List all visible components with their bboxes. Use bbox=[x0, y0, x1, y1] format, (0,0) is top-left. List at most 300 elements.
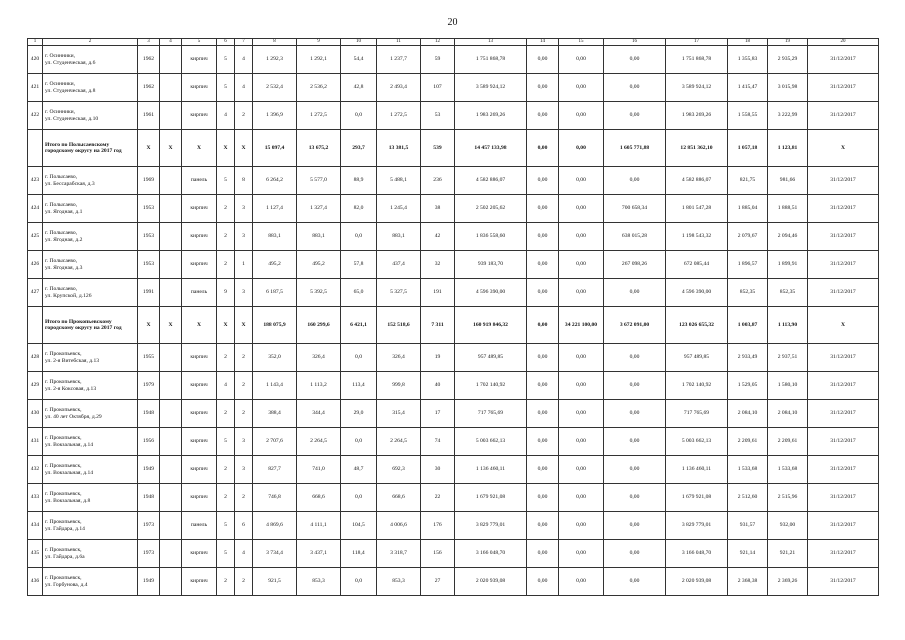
table-cell: 5 392,5 bbox=[297, 279, 341, 307]
table-cell: 0,00 bbox=[604, 344, 666, 372]
table-cell: 0,00 bbox=[527, 568, 559, 596]
table-cell: 31/12/2017 bbox=[808, 428, 879, 456]
table-cell: 0,00 bbox=[559, 130, 604, 167]
table-cell: 2 020 939,08 bbox=[666, 568, 728, 596]
table-cell: 1 751 868,78 bbox=[666, 46, 728, 74]
table-cell: X bbox=[138, 130, 160, 167]
table-cell: 1 123,81 bbox=[768, 130, 808, 167]
table-cell: 432 bbox=[28, 456, 43, 484]
table-cell: кирпич bbox=[182, 484, 217, 512]
table-cell: 939 183,70 bbox=[455, 251, 527, 279]
table-cell: 5 577,0 bbox=[297, 167, 341, 195]
table-cell: 717 765,69 bbox=[455, 400, 527, 428]
table-cell: 3 bbox=[235, 223, 253, 251]
table-cell: 31/12/2017 bbox=[808, 540, 879, 568]
table-cell bbox=[160, 279, 182, 307]
table-cell: 5 bbox=[217, 167, 235, 195]
table-cell: 4 bbox=[235, 46, 253, 74]
table-cell bbox=[160, 74, 182, 102]
table-row bbox=[28, 484, 879, 512]
table-cell: 5 bbox=[217, 46, 235, 74]
table-cell: 746,8 bbox=[253, 484, 297, 512]
table-cell: 1 836 558,60 bbox=[455, 223, 527, 251]
table-cell: 293,7 bbox=[341, 130, 377, 167]
table-cell: 7 311 bbox=[421, 307, 455, 344]
table-cell: 3 bbox=[235, 456, 253, 484]
table-cell: 5 488,1 bbox=[377, 167, 421, 195]
table-cell: 5 bbox=[217, 74, 235, 102]
table-cell: 267 098,26 bbox=[604, 251, 666, 279]
table-row bbox=[28, 195, 879, 223]
table-cell: 422 bbox=[28, 102, 43, 130]
table-cell: 160 919 846,32 bbox=[455, 307, 527, 344]
table-cell: 57,8 bbox=[341, 251, 377, 279]
table-row bbox=[28, 400, 879, 428]
table-cell: 176 bbox=[421, 512, 455, 540]
table-cell: 1961 bbox=[138, 102, 160, 130]
table-cell: 1 198 543,32 bbox=[666, 223, 728, 251]
table-cell: 6 421,1 bbox=[341, 307, 377, 344]
table-cell: 32 bbox=[421, 251, 455, 279]
table-cell: 4 582 886,07 bbox=[666, 167, 728, 195]
table-cell: 4 596 390,00 bbox=[455, 279, 527, 307]
table-row bbox=[28, 251, 879, 279]
table-cell: панель bbox=[182, 167, 217, 195]
table-cell: кирпич bbox=[182, 344, 217, 372]
table-cell bbox=[160, 568, 182, 596]
table-cell: 3 015,98 bbox=[768, 74, 808, 102]
table-cell: 2 bbox=[235, 102, 253, 130]
table-cell: 1 292,3 bbox=[253, 46, 297, 74]
table-cell bbox=[160, 428, 182, 456]
table-cell: 1 558,55 bbox=[728, 102, 768, 130]
table-cell: 3 bbox=[235, 279, 253, 307]
table-cell: 0,00 bbox=[604, 46, 666, 74]
table-cell: 2 264,5 bbox=[297, 428, 341, 456]
table-cell: 1991 bbox=[138, 279, 160, 307]
table-cell: 13 381,5 bbox=[377, 130, 421, 167]
table-cell: 0,00 bbox=[559, 251, 604, 279]
table-row bbox=[28, 102, 879, 130]
table-cell: 5 003 662,13 bbox=[666, 428, 728, 456]
table-cell: 1953 bbox=[138, 195, 160, 223]
table-cell: 3 829 779,01 bbox=[666, 512, 728, 540]
column-number: 6 bbox=[217, 39, 235, 46]
table-cell: 0,00 bbox=[527, 540, 559, 568]
table-cell: 2 084,10 bbox=[768, 400, 808, 428]
table-cell: 0,00 bbox=[559, 46, 604, 74]
table-cell: 1956 bbox=[138, 428, 160, 456]
table-cell: 0,00 bbox=[559, 400, 604, 428]
subtotal-row bbox=[28, 307, 879, 344]
table-cell: 1 529,05 bbox=[728, 372, 768, 400]
table-cell: 0,00 bbox=[604, 456, 666, 484]
column-number: 17 bbox=[666, 39, 728, 46]
table-cell: 31/12/2017 bbox=[808, 344, 879, 372]
table-cell bbox=[160, 344, 182, 372]
table-cell: 1 272,5 bbox=[377, 102, 421, 130]
table-cell: кирпич bbox=[182, 540, 217, 568]
column-number: 11 bbox=[377, 39, 421, 46]
table-cell: X bbox=[182, 307, 217, 344]
table-cell: 1 533,68 bbox=[768, 456, 808, 484]
table-cell: 1 396,9 bbox=[253, 102, 297, 130]
table-cell: 1 143,4 bbox=[253, 372, 297, 400]
table-cell: 0,00 bbox=[527, 74, 559, 102]
table-cell: 0,00 bbox=[559, 428, 604, 456]
table-cell: г. Прокопьевск, ул. 2-я Коксовая, д.13 bbox=[43, 372, 138, 400]
table-cell: 883,1 bbox=[253, 223, 297, 251]
table-cell: 0,00 bbox=[604, 400, 666, 428]
table-row bbox=[28, 344, 879, 372]
table-cell: 315,4 bbox=[377, 400, 421, 428]
table-cell: 921,21 bbox=[768, 540, 808, 568]
table-cell: 3 166 048,70 bbox=[666, 540, 728, 568]
table-cell: 27 bbox=[421, 568, 455, 596]
table-cell: 1 885,04 bbox=[728, 195, 768, 223]
table-cell: 692,3 bbox=[377, 456, 421, 484]
table-cell: 0,00 bbox=[527, 484, 559, 512]
table-cell: 1 136 460,11 bbox=[455, 456, 527, 484]
table-cell: 352,0 bbox=[253, 344, 297, 372]
table-cell: 12 851 362,10 bbox=[666, 130, 728, 167]
table-cell: 118,4 bbox=[341, 540, 377, 568]
table-cell: 160 299,6 bbox=[297, 307, 341, 344]
column-number: 1 bbox=[28, 39, 43, 46]
table-cell: X bbox=[235, 307, 253, 344]
column-number: 10 bbox=[341, 39, 377, 46]
table-cell: 2 bbox=[217, 568, 235, 596]
table-cell: 0,00 bbox=[604, 167, 666, 195]
table-cell: 1 580,10 bbox=[768, 372, 808, 400]
table-cell: 4 bbox=[217, 102, 235, 130]
table-cell: 1962 bbox=[138, 46, 160, 74]
table-cell: 0,00 bbox=[527, 130, 559, 167]
table-cell: кирпич bbox=[182, 102, 217, 130]
table-cell: панель bbox=[182, 512, 217, 540]
table-cell: 0,00 bbox=[527, 251, 559, 279]
table-cell: 152 518,6 bbox=[377, 307, 421, 344]
table-cell: 2 536,2 bbox=[297, 74, 341, 102]
table-cell: 0,00 bbox=[527, 512, 559, 540]
table-cell: 435 bbox=[28, 540, 43, 568]
column-number: 19 bbox=[768, 39, 808, 46]
table-cell: 13 675,2 bbox=[297, 130, 341, 167]
table-cell: 0,00 bbox=[604, 512, 666, 540]
table-cell: 0,0 bbox=[341, 428, 377, 456]
table-cell: 428 bbox=[28, 344, 43, 372]
table-cell: 2 369,26 bbox=[768, 568, 808, 596]
table-row bbox=[28, 372, 879, 400]
table-cell: X bbox=[808, 130, 879, 167]
column-number: 5 bbox=[182, 39, 217, 46]
table-cell bbox=[160, 195, 182, 223]
table-cell: 59 bbox=[421, 46, 455, 74]
table-cell: 700 658,34 bbox=[604, 195, 666, 223]
table-cell: 31/12/2017 bbox=[808, 195, 879, 223]
table-cell: 1955 bbox=[138, 344, 160, 372]
table-cell: 0,00 bbox=[604, 279, 666, 307]
table-cell: X bbox=[808, 307, 879, 344]
table-cell: 2 bbox=[235, 400, 253, 428]
table-cell: 48,7 bbox=[341, 456, 377, 484]
column-number: 15 bbox=[559, 39, 604, 46]
table-cell: 31/12/2017 bbox=[808, 223, 879, 251]
table-cell: 3 829 779,01 bbox=[455, 512, 527, 540]
table-cell: 1 bbox=[235, 251, 253, 279]
table-cell: X bbox=[217, 130, 235, 167]
table-cell: 29,0 bbox=[341, 400, 377, 428]
table-cell: 1973 bbox=[138, 540, 160, 568]
table-cell: 0,00 bbox=[559, 512, 604, 540]
table-row bbox=[28, 456, 879, 484]
table-cell: 2 935,29 bbox=[768, 46, 808, 74]
table-cell: 3 bbox=[235, 195, 253, 223]
table-cell: 883,1 bbox=[297, 223, 341, 251]
table-cell: 437,4 bbox=[377, 251, 421, 279]
table-cell: 2 084,10 bbox=[728, 400, 768, 428]
table-cell: X bbox=[138, 307, 160, 344]
table-cell: 6 264,2 bbox=[253, 167, 297, 195]
table-cell: 1 327,4 bbox=[297, 195, 341, 223]
column-number: 2 bbox=[43, 39, 138, 46]
table-cell: 425 bbox=[28, 223, 43, 251]
table-cell bbox=[160, 512, 182, 540]
table-cell: 2 bbox=[235, 484, 253, 512]
table-cell: 495,2 bbox=[297, 251, 341, 279]
table-cell: 188 075,9 bbox=[253, 307, 297, 344]
table-cell: 0,00 bbox=[527, 372, 559, 400]
table-cell: 0,00 bbox=[604, 102, 666, 130]
table-cell: 1973 bbox=[138, 512, 160, 540]
table-cell: 17 bbox=[421, 400, 455, 428]
table-cell: 852,35 bbox=[768, 279, 808, 307]
table-cell: 0,00 bbox=[559, 568, 604, 596]
table-cell: 15 097,4 bbox=[253, 130, 297, 167]
table-cell: X bbox=[217, 307, 235, 344]
table-cell: 2 515,96 bbox=[768, 484, 808, 512]
table-cell: 0,00 bbox=[559, 167, 604, 195]
table-cell: X bbox=[182, 130, 217, 167]
table-cell: 5 bbox=[217, 428, 235, 456]
table-cell: 0,00 bbox=[527, 307, 559, 344]
table-cell: X bbox=[160, 307, 182, 344]
table-cell: 957 489,85 bbox=[455, 344, 527, 372]
table-cell: Итого по Полысаевскому городскому округу на 2017 год bbox=[43, 130, 138, 167]
table-row bbox=[28, 279, 879, 307]
table-cell: 0,00 bbox=[527, 428, 559, 456]
table-cell: 668,6 bbox=[297, 484, 341, 512]
table-cell: 54,4 bbox=[341, 46, 377, 74]
column-number-row bbox=[28, 39, 879, 46]
table-cell: кирпич bbox=[182, 428, 217, 456]
table-cell: 2 bbox=[235, 372, 253, 400]
table-cell: г. Прокопьевск, ул. Вокзальная, д.8 bbox=[43, 484, 138, 512]
table-cell: г. Прокопьевск, ул. Вокзальная, д.14 bbox=[43, 428, 138, 456]
table-cell: 921,5 bbox=[253, 568, 297, 596]
table-cell: 430 bbox=[28, 400, 43, 428]
table-cell: 0,0 bbox=[341, 344, 377, 372]
table-cell: 2 bbox=[217, 456, 235, 484]
table-cell: 1 899,91 bbox=[768, 251, 808, 279]
table-cell: г. Прокопьевск, ул. Вокзальная, д.14 bbox=[43, 456, 138, 484]
table-cell: 853,3 bbox=[377, 568, 421, 596]
table-cell: 31/12/2017 bbox=[808, 167, 879, 195]
table-cell: 31/12/2017 bbox=[808, 279, 879, 307]
table-cell: 22 bbox=[421, 484, 455, 512]
table-cell: кирпич bbox=[182, 46, 217, 74]
table-cell: 436 bbox=[28, 568, 43, 596]
table-cell: 326,4 bbox=[297, 344, 341, 372]
table-cell: 3 222,99 bbox=[768, 102, 808, 130]
table-cell: 4 bbox=[235, 74, 253, 102]
table-row bbox=[28, 46, 879, 74]
table-cell: 4 bbox=[235, 540, 253, 568]
table-row bbox=[28, 428, 879, 456]
table-cell: 0,00 bbox=[559, 540, 604, 568]
table-cell: 31/12/2017 bbox=[808, 400, 879, 428]
table-cell: 429 bbox=[28, 372, 43, 400]
table-cell: 853,3 bbox=[297, 568, 341, 596]
table-cell: 1 136 460,11 bbox=[666, 456, 728, 484]
table-cell: 4 596 390,00 bbox=[666, 279, 728, 307]
table-cell: 1948 bbox=[138, 400, 160, 428]
table-cell: 156 bbox=[421, 540, 455, 568]
table-cell: 1 983 269,26 bbox=[455, 102, 527, 130]
table-cell: 1 983 269,26 bbox=[666, 102, 728, 130]
table-row bbox=[28, 540, 879, 568]
table-cell: 0,00 bbox=[559, 102, 604, 130]
table-cell: 2 264,5 bbox=[377, 428, 421, 456]
table-cell: 421 bbox=[28, 74, 43, 102]
table-cell: 0,00 bbox=[604, 372, 666, 400]
table-cell: г. Полысаево, ул. Ягодная, д.1 bbox=[43, 195, 138, 223]
table-cell: 53 bbox=[421, 102, 455, 130]
table-cell: 107 bbox=[421, 74, 455, 102]
table-cell: 4 869,6 bbox=[253, 512, 297, 540]
table-cell: 3 589 924,12 bbox=[666, 74, 728, 102]
table-cell: 827,7 bbox=[253, 456, 297, 484]
table-cell: г. Полысаево, ул. Ягодная, д.2 bbox=[43, 223, 138, 251]
table-cell: 1 272,5 bbox=[297, 102, 341, 130]
table-cell: X bbox=[160, 130, 182, 167]
table-cell: кирпич bbox=[182, 372, 217, 400]
table-cell: 14 457 133,98 bbox=[455, 130, 527, 167]
table-cell: 2 502 205,62 bbox=[455, 195, 527, 223]
table-cell: 2 bbox=[217, 251, 235, 279]
table-cell: 3 672 091,00 bbox=[604, 307, 666, 344]
table-cell: 0,00 bbox=[604, 568, 666, 596]
table-cell: 388,4 bbox=[253, 400, 297, 428]
table-cell: 3 734,4 bbox=[253, 540, 297, 568]
table-cell: 31/12/2017 bbox=[808, 568, 879, 596]
table-cell: 4 582 886,07 bbox=[455, 167, 527, 195]
table-cell: 0,00 bbox=[527, 400, 559, 428]
table-cell: 31/12/2017 bbox=[808, 512, 879, 540]
table-cell: кирпич bbox=[182, 456, 217, 484]
table-cell bbox=[160, 46, 182, 74]
table-row bbox=[28, 167, 879, 195]
table-cell: г. Полысаево, ул. Бессарабская, д.3 bbox=[43, 167, 138, 195]
table-cell: 2 079,67 bbox=[728, 223, 768, 251]
table-cell: 42 bbox=[421, 223, 455, 251]
table-cell: 717 765,69 bbox=[666, 400, 728, 428]
column-number: 13 bbox=[455, 39, 527, 46]
table-cell: 104,5 bbox=[341, 512, 377, 540]
table-cell: 2 094,46 bbox=[768, 223, 808, 251]
table-cell bbox=[160, 540, 182, 568]
table-cell: кирпич bbox=[182, 195, 217, 223]
table-cell: кирпич bbox=[182, 74, 217, 102]
table-cell: кирпич bbox=[182, 400, 217, 428]
table-cell: 1962 bbox=[138, 74, 160, 102]
table-cell: 2 532,4 bbox=[253, 74, 297, 102]
table-cell: 0,00 bbox=[604, 74, 666, 102]
table-cell: 5 003 662,13 bbox=[455, 428, 527, 456]
table-cell: 2 bbox=[217, 484, 235, 512]
table-cell bbox=[160, 484, 182, 512]
table-cell: 0,00 bbox=[527, 195, 559, 223]
table-cell: 38 bbox=[421, 195, 455, 223]
table-cell: 82,0 bbox=[341, 195, 377, 223]
table-cell: 30 bbox=[421, 456, 455, 484]
table-cell: 0,00 bbox=[559, 344, 604, 372]
table-cell: 0,00 bbox=[559, 74, 604, 102]
table-cell: 932,00 bbox=[768, 512, 808, 540]
table-cell: 3 318,7 bbox=[377, 540, 421, 568]
table-cell: 0,00 bbox=[559, 195, 604, 223]
housing-repair-table bbox=[27, 38, 879, 596]
table-cell: 423 bbox=[28, 167, 43, 195]
table-cell: 931,57 bbox=[728, 512, 768, 540]
table-cell: 1953 bbox=[138, 223, 160, 251]
table-cell: 539 bbox=[421, 130, 455, 167]
table-cell: 4 006,6 bbox=[377, 512, 421, 540]
table-cell: 3 437,1 bbox=[297, 540, 341, 568]
table-cell: 0,00 bbox=[559, 223, 604, 251]
page-number: 20 bbox=[447, 17, 458, 28]
table-cell: 1 702 140,92 bbox=[455, 372, 527, 400]
table-cell: 883,1 bbox=[377, 223, 421, 251]
table-cell: 9 bbox=[217, 279, 235, 307]
table-cell: 0,0 bbox=[341, 102, 377, 130]
table-cell: кирпич bbox=[182, 568, 217, 596]
table-cell: 2 209,61 bbox=[728, 428, 768, 456]
table-cell bbox=[160, 400, 182, 428]
table-cell: 1 057,18 bbox=[728, 130, 768, 167]
table-cell: 431 bbox=[28, 428, 43, 456]
table-cell: 5 327,5 bbox=[377, 279, 421, 307]
table-cell: 1 751 868,78 bbox=[455, 46, 527, 74]
table-cell: 65,0 bbox=[341, 279, 377, 307]
table-cell: 1953 bbox=[138, 251, 160, 279]
table-cell: 1949 bbox=[138, 568, 160, 596]
column-number: 16 bbox=[604, 39, 666, 46]
table-cell: 999,8 bbox=[377, 372, 421, 400]
table-cell: 0,00 bbox=[559, 456, 604, 484]
table-cell: 344,4 bbox=[297, 400, 341, 428]
table-cell: 0,00 bbox=[559, 484, 604, 512]
table-cell bbox=[160, 251, 182, 279]
table-cell: 6 187,5 bbox=[253, 279, 297, 307]
table-cell: 1 679 921,08 bbox=[666, 484, 728, 512]
table-cell: 0,0 bbox=[341, 223, 377, 251]
table-cell: панель bbox=[182, 279, 217, 307]
table-cell: 1 888,51 bbox=[768, 195, 808, 223]
table-cell: 638 015,28 bbox=[604, 223, 666, 251]
table-cell: 3 bbox=[235, 428, 253, 456]
table-cell bbox=[160, 102, 182, 130]
